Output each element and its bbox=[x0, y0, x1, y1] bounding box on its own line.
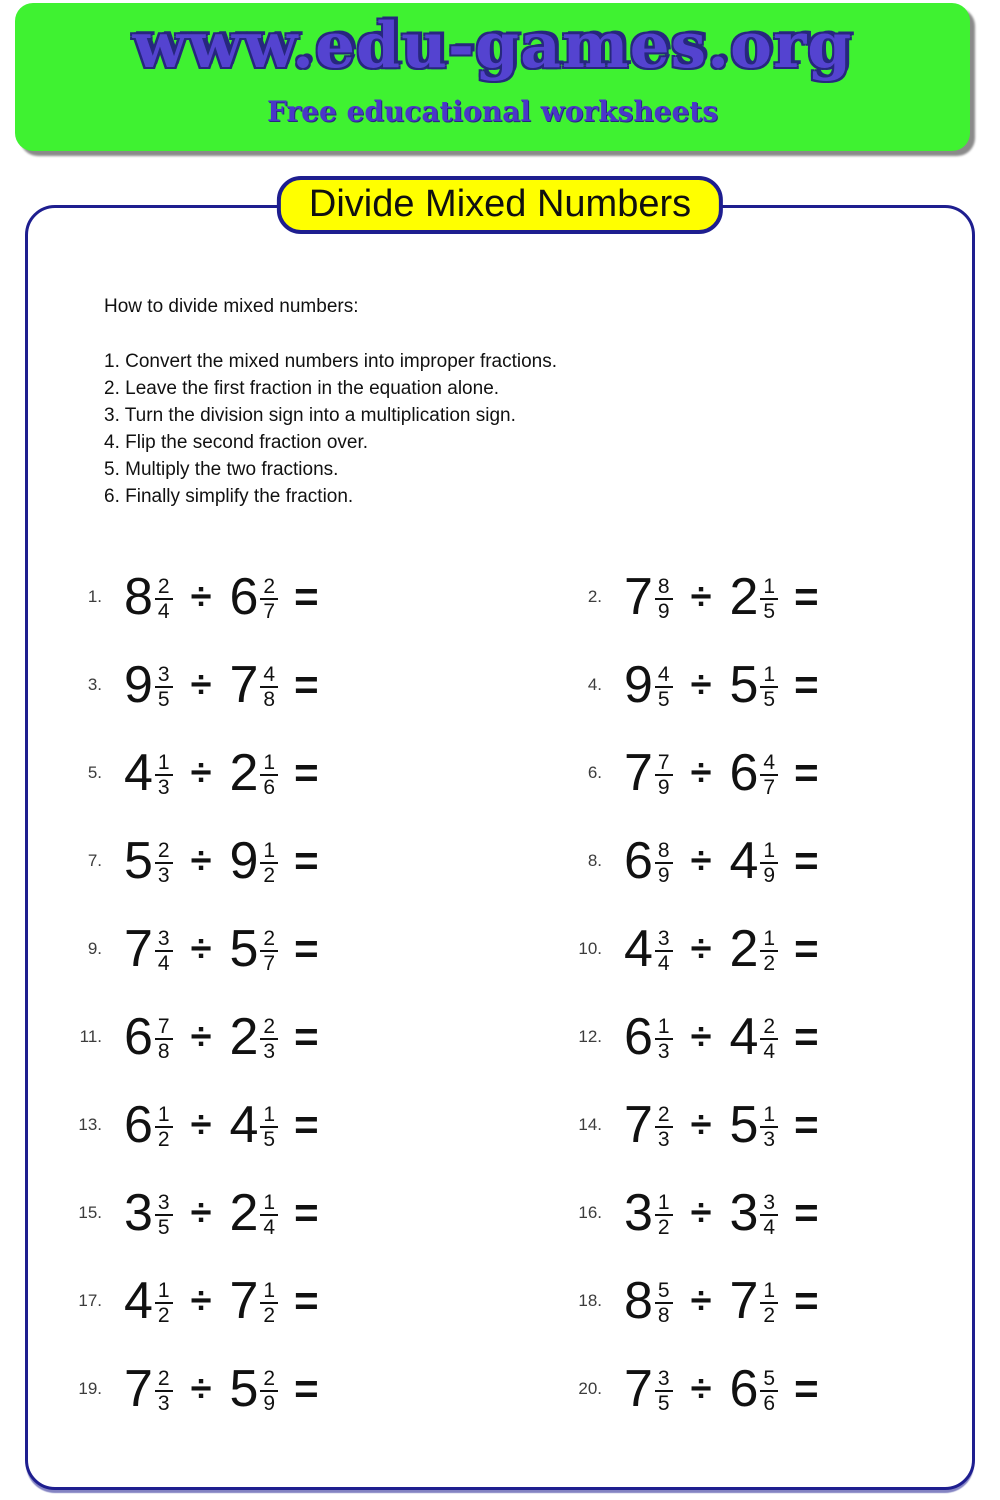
dividend-whole-number: 8 bbox=[624, 1272, 653, 1330]
divisor-numerator: 5 bbox=[763, 1366, 776, 1390]
dividend-denominator: 3 bbox=[655, 1126, 673, 1151]
dividend-numerator: 3 bbox=[657, 1366, 670, 1390]
dividend-fraction bbox=[155, 839, 173, 887]
dividend-fraction bbox=[655, 751, 673, 799]
dividend-denominator: 3 bbox=[155, 1390, 173, 1415]
divisor-denominator: 6 bbox=[260, 774, 278, 799]
divide-sign: ÷ bbox=[190, 1103, 212, 1146]
divisor-whole-number: 3 bbox=[729, 1184, 759, 1242]
dividend-denominator: 3 bbox=[155, 774, 173, 799]
dividend-whole-number: 9 bbox=[624, 656, 653, 714]
problem-row bbox=[64, 1006, 564, 1068]
divisor-denominator: 9 bbox=[260, 1390, 278, 1415]
divisor-numerator: 2 bbox=[263, 1014, 276, 1038]
dividend-numerator: 3 bbox=[657, 926, 670, 950]
divisor-whole-number: 2 bbox=[729, 568, 759, 626]
divide-sign: ÷ bbox=[690, 1103, 712, 1146]
divisor-numerator: 1 bbox=[263, 838, 276, 862]
divisor-numerator: 1 bbox=[763, 838, 776, 862]
divisor-denominator: 2 bbox=[760, 1302, 778, 1327]
problem-number: 18. bbox=[578, 1291, 602, 1310]
divide-sign: ÷ bbox=[690, 575, 712, 618]
divisor-whole-number: 6 bbox=[229, 568, 259, 626]
problem-row bbox=[564, 742, 942, 804]
divide-sign: ÷ bbox=[690, 1279, 712, 1322]
dividend-denominator: 4 bbox=[155, 950, 173, 975]
problem-number: 19. bbox=[78, 1379, 102, 1398]
banner bbox=[15, 3, 970, 151]
dividend-whole-number: 7 bbox=[624, 744, 653, 802]
divisor-fraction bbox=[260, 751, 278, 799]
dividend-whole-number: 6 bbox=[124, 1008, 153, 1066]
problem-number: 1. bbox=[87, 587, 102, 606]
divisor-fraction bbox=[260, 663, 278, 711]
problem-number: 5. bbox=[87, 763, 102, 782]
divide-sign: ÷ bbox=[690, 663, 712, 706]
divide-sign: ÷ bbox=[190, 575, 212, 618]
problem-row bbox=[64, 918, 564, 980]
dividend-denominator: 3 bbox=[655, 1038, 673, 1063]
divide-sign: ÷ bbox=[190, 927, 212, 970]
instruction-step: 4. Flip the second fraction over. bbox=[104, 432, 369, 453]
divisor-denominator: 9 bbox=[760, 862, 778, 887]
divisor-denominator: 2 bbox=[260, 862, 278, 887]
divisor-denominator: 5 bbox=[760, 598, 778, 623]
dividend-whole-number: 4 bbox=[124, 1272, 153, 1330]
problem-number: 9. bbox=[87, 939, 102, 958]
problems-grid bbox=[64, 566, 942, 1420]
dividend-denominator: 9 bbox=[655, 598, 673, 623]
divide-sign: ÷ bbox=[690, 1015, 712, 1058]
problem-number: 14. bbox=[578, 1115, 602, 1134]
dividend-whole-number: 8 bbox=[124, 568, 153, 626]
dividend-numerator: 3 bbox=[157, 662, 170, 686]
divisor-denominator: 3 bbox=[260, 1038, 278, 1063]
dividend-fraction bbox=[655, 575, 673, 623]
dividend-whole-number: 6 bbox=[124, 1096, 153, 1154]
divisor-denominator: 5 bbox=[260, 1126, 278, 1151]
divisor-fraction bbox=[760, 575, 778, 623]
problem-number: 3. bbox=[87, 675, 102, 694]
divisor-numerator: 3 bbox=[763, 1190, 776, 1214]
divisor-fraction bbox=[760, 1103, 778, 1151]
problem-number: 16. bbox=[578, 1203, 602, 1222]
divisor-fraction bbox=[260, 1103, 278, 1151]
dividend-numerator: 4 bbox=[657, 662, 670, 686]
problem-row bbox=[564, 918, 942, 980]
equals-sign: = bbox=[794, 661, 819, 708]
divide-sign: ÷ bbox=[690, 1367, 712, 1410]
problem-number: 15. bbox=[78, 1203, 102, 1222]
problem-number: 4. bbox=[587, 675, 602, 694]
problem-number: 13. bbox=[78, 1115, 102, 1134]
divisor-whole-number: 5 bbox=[729, 1096, 759, 1154]
divide-sign: ÷ bbox=[690, 927, 712, 970]
equals-sign: = bbox=[294, 1189, 319, 1236]
equals-sign: = bbox=[294, 749, 319, 796]
divisor-fraction bbox=[760, 927, 778, 975]
dividend-whole-number: 7 bbox=[624, 1096, 653, 1154]
divisor-whole-number: 5 bbox=[229, 920, 259, 978]
dividend-whole-number: 6 bbox=[624, 1008, 653, 1066]
dividend-whole-number: 4 bbox=[624, 920, 653, 978]
divide-sign: ÷ bbox=[190, 1367, 212, 1410]
divisor-whole-number: 4 bbox=[729, 832, 759, 890]
problem-row bbox=[564, 654, 942, 716]
dividend-fraction bbox=[155, 1103, 173, 1151]
dividend-fraction bbox=[155, 1191, 173, 1239]
equals-sign: = bbox=[294, 1365, 319, 1412]
dividend-fraction bbox=[155, 1279, 173, 1327]
dividend-fraction bbox=[655, 1103, 673, 1151]
dividend-fraction bbox=[155, 663, 173, 711]
divisor-whole-number: 2 bbox=[729, 920, 759, 978]
divisor-numerator: 1 bbox=[263, 1278, 276, 1302]
problem-number: 7. bbox=[87, 851, 102, 870]
dividend-numerator: 2 bbox=[157, 1366, 170, 1390]
dividend-whole-number: 7 bbox=[124, 1360, 153, 1418]
equals-sign: = bbox=[294, 925, 319, 972]
divisor-whole-number: 6 bbox=[729, 1360, 759, 1418]
problem-row bbox=[564, 1182, 942, 1244]
instructions-list bbox=[104, 348, 942, 510]
divisor-denominator: 7 bbox=[760, 774, 778, 799]
divisor-numerator: 1 bbox=[263, 1190, 276, 1214]
dividend-denominator: 4 bbox=[655, 950, 673, 975]
dividend-fraction bbox=[655, 839, 673, 887]
divisor-fraction bbox=[760, 663, 778, 711]
equals-sign: = bbox=[294, 1013, 319, 1060]
dividend-numerator: 3 bbox=[157, 926, 170, 950]
equals-sign: = bbox=[794, 925, 819, 972]
problem-row bbox=[64, 654, 564, 716]
divide-sign: ÷ bbox=[190, 663, 212, 706]
divisor-numerator: 2 bbox=[263, 1366, 276, 1390]
dividend-fraction bbox=[655, 1367, 673, 1415]
divide-sign: ÷ bbox=[690, 839, 712, 882]
dividend-denominator: 5 bbox=[655, 1390, 673, 1415]
problem-row bbox=[564, 1270, 942, 1332]
dividend-denominator: 2 bbox=[655, 1214, 673, 1239]
dividend-numerator: 8 bbox=[657, 838, 670, 862]
problem-number: 11. bbox=[79, 1027, 102, 1046]
equals-sign: = bbox=[294, 661, 319, 708]
divisor-whole-number: 6 bbox=[729, 744, 759, 802]
dividend-denominator: 3 bbox=[155, 862, 173, 887]
dividend-fraction bbox=[655, 663, 673, 711]
problem-row bbox=[64, 566, 564, 628]
dividend-fraction bbox=[155, 751, 173, 799]
dividend-fraction bbox=[155, 1015, 173, 1063]
dividend-numerator: 1 bbox=[157, 750, 170, 774]
problem-number: 6. bbox=[587, 763, 602, 782]
worksheet-box bbox=[25, 205, 975, 1490]
dividend-fraction bbox=[655, 1279, 673, 1327]
equals-sign: = bbox=[294, 1277, 319, 1324]
dividend-numerator: 3 bbox=[157, 1190, 170, 1214]
problem-row bbox=[64, 830, 564, 892]
dividend-denominator: 9 bbox=[655, 862, 673, 887]
divisor-denominator: 2 bbox=[760, 950, 778, 975]
divisor-whole-number: 4 bbox=[229, 1096, 259, 1154]
worksheet-title-badge bbox=[277, 176, 723, 234]
divisor-whole-number: 2 bbox=[229, 1008, 259, 1066]
problem-number: 17. bbox=[78, 1291, 102, 1310]
site-subtitle: Free educational worksheets bbox=[267, 95, 718, 128]
problem-row bbox=[564, 1094, 942, 1156]
dividend-whole-number: 7 bbox=[124, 920, 153, 978]
divisor-whole-number: 5 bbox=[729, 656, 759, 714]
divisor-denominator: 8 bbox=[260, 686, 278, 711]
dividend-denominator: 5 bbox=[155, 1214, 173, 1239]
dividend-whole-number: 9 bbox=[124, 656, 153, 714]
dividend-whole-number: 6 bbox=[624, 832, 653, 890]
divisor-denominator: 4 bbox=[760, 1038, 778, 1063]
divide-sign: ÷ bbox=[190, 1279, 212, 1322]
problem-number: 2. bbox=[587, 587, 602, 606]
problem-row bbox=[564, 1358, 942, 1420]
divisor-whole-number: 2 bbox=[229, 744, 259, 802]
dividend-whole-number: 7 bbox=[624, 1360, 653, 1418]
divisor-numerator: 1 bbox=[763, 926, 776, 950]
dividend-numerator: 2 bbox=[657, 1102, 670, 1126]
divisor-fraction bbox=[760, 839, 778, 887]
dividend-denominator: 2 bbox=[155, 1126, 173, 1151]
problem-row bbox=[64, 1270, 564, 1332]
equals-sign: = bbox=[794, 1013, 819, 1060]
site-title: www.edu-games.org bbox=[132, 8, 853, 82]
divisor-denominator: 7 bbox=[260, 598, 278, 623]
dividend-denominator: 4 bbox=[155, 598, 173, 623]
equals-sign: = bbox=[294, 837, 319, 884]
equals-sign: = bbox=[794, 837, 819, 884]
problem-row bbox=[64, 1182, 564, 1244]
dividend-denominator: 5 bbox=[155, 686, 173, 711]
instruction-step: 5. Multiply the two fractions. bbox=[104, 459, 339, 480]
equals-sign: = bbox=[794, 1101, 819, 1148]
dividend-whole-number: 3 bbox=[124, 1184, 153, 1242]
dividend-denominator: 2 bbox=[155, 1302, 173, 1327]
divisor-denominator: 3 bbox=[760, 1126, 778, 1151]
divisor-numerator: 1 bbox=[763, 1278, 776, 1302]
dividend-numerator: 1 bbox=[657, 1014, 670, 1038]
divisor-fraction bbox=[260, 1367, 278, 1415]
problem-row bbox=[564, 1006, 942, 1068]
dividend-numerator: 5 bbox=[657, 1278, 670, 1302]
dividend-denominator: 5 bbox=[655, 686, 673, 711]
divide-sign: ÷ bbox=[190, 1015, 212, 1058]
instruction-step: 3. Turn the division sign into a multiplication sign. bbox=[104, 405, 516, 426]
divisor-whole-number: 7 bbox=[229, 656, 259, 714]
divisor-fraction bbox=[260, 1191, 278, 1239]
problem-row bbox=[64, 1094, 564, 1156]
divisor-numerator: 2 bbox=[263, 574, 276, 598]
divisor-fraction bbox=[260, 927, 278, 975]
equals-sign: = bbox=[794, 1277, 819, 1324]
instruction-step: 1. Convert the mixed numbers into improper fractions. bbox=[104, 351, 558, 372]
dividend-whole-number: 5 bbox=[124, 832, 153, 890]
divisor-numerator: 1 bbox=[763, 662, 776, 686]
dividend-fraction bbox=[655, 1191, 673, 1239]
dividend-denominator: 8 bbox=[655, 1302, 673, 1327]
dividend-fraction bbox=[155, 575, 173, 623]
divide-sign: ÷ bbox=[190, 1191, 212, 1234]
divisor-whole-number: 4 bbox=[729, 1008, 759, 1066]
divisor-fraction bbox=[760, 751, 778, 799]
equals-sign: = bbox=[794, 1189, 819, 1236]
dividend-whole-number: 4 bbox=[124, 744, 153, 802]
dividend-whole-number: 3 bbox=[624, 1184, 653, 1242]
divisor-denominator: 7 bbox=[260, 950, 278, 975]
divisor-numerator: 2 bbox=[763, 1014, 776, 1038]
problem-row bbox=[564, 830, 942, 892]
equals-sign: = bbox=[294, 1101, 319, 1148]
equals-sign: = bbox=[794, 573, 819, 620]
dividend-numerator: 1 bbox=[157, 1102, 170, 1126]
divisor-fraction bbox=[760, 1279, 778, 1327]
divisor-denominator: 2 bbox=[260, 1302, 278, 1327]
divisor-fraction bbox=[260, 575, 278, 623]
divisor-fraction bbox=[260, 1015, 278, 1063]
problem-number: 10. bbox=[578, 939, 602, 958]
dividend-numerator: 7 bbox=[657, 750, 670, 774]
dividend-fraction bbox=[655, 1015, 673, 1063]
problem-number: 20. bbox=[578, 1379, 602, 1398]
divisor-numerator: 1 bbox=[263, 1102, 276, 1126]
divisor-numerator: 4 bbox=[263, 662, 276, 686]
dividend-numerator: 2 bbox=[157, 574, 170, 598]
divide-sign: ÷ bbox=[190, 751, 212, 794]
divisor-fraction bbox=[760, 1367, 778, 1415]
divisor-denominator: 6 bbox=[760, 1390, 778, 1415]
dividend-numerator: 1 bbox=[657, 1190, 670, 1214]
equals-sign: = bbox=[794, 749, 819, 796]
equals-sign: = bbox=[794, 1365, 819, 1412]
problem-row bbox=[64, 1358, 564, 1420]
dividend-numerator: 2 bbox=[157, 838, 170, 862]
dividend-numerator: 7 bbox=[157, 1014, 170, 1038]
divide-sign: ÷ bbox=[690, 751, 712, 794]
dividend-whole-number: 7 bbox=[624, 568, 653, 626]
divisor-whole-number: 2 bbox=[229, 1184, 259, 1242]
divisor-numerator: 1 bbox=[763, 574, 776, 598]
divisor-whole-number: 7 bbox=[229, 1272, 259, 1330]
divisor-fraction bbox=[260, 839, 278, 887]
divisor-numerator: 1 bbox=[763, 1102, 776, 1126]
divide-sign: ÷ bbox=[190, 839, 212, 882]
instruction-step: 2. Leave the first fraction in the equation alone. bbox=[104, 378, 500, 399]
divisor-denominator: 5 bbox=[760, 686, 778, 711]
dividend-numerator: 1 bbox=[157, 1278, 170, 1302]
problem-number: 12. bbox=[578, 1027, 602, 1046]
divisor-numerator: 1 bbox=[263, 750, 276, 774]
dividend-fraction bbox=[655, 927, 673, 975]
dividend-denominator: 9 bbox=[655, 774, 673, 799]
divisor-fraction bbox=[760, 1015, 778, 1063]
divide-sign: ÷ bbox=[690, 1191, 712, 1234]
problem-row bbox=[64, 742, 564, 804]
divisor-whole-number: 9 bbox=[229, 832, 259, 890]
dividend-denominator: 8 bbox=[155, 1038, 173, 1063]
dividend-fraction bbox=[155, 927, 173, 975]
dividend-numerator: 8 bbox=[657, 574, 670, 598]
divisor-denominator: 4 bbox=[760, 1214, 778, 1239]
instructions-heading: How to divide mixed numbers: bbox=[104, 296, 359, 317]
instruction-step: 6. Finally simplify the fraction. bbox=[104, 486, 354, 507]
divisor-numerator: 4 bbox=[763, 750, 776, 774]
divisor-numerator: 2 bbox=[263, 926, 276, 950]
problem-number: 8. bbox=[587, 851, 602, 870]
divisor-denominator: 4 bbox=[260, 1214, 278, 1239]
worksheet-title: Divide Mixed Numbers bbox=[308, 183, 692, 225]
divisor-whole-number: 7 bbox=[729, 1272, 759, 1330]
dividend-fraction bbox=[155, 1367, 173, 1415]
equals-sign: = bbox=[294, 573, 319, 620]
problem-row bbox=[564, 566, 942, 628]
divisor-fraction bbox=[260, 1279, 278, 1327]
divisor-fraction bbox=[760, 1191, 778, 1239]
divisor-whole-number: 5 bbox=[229, 1360, 259, 1418]
